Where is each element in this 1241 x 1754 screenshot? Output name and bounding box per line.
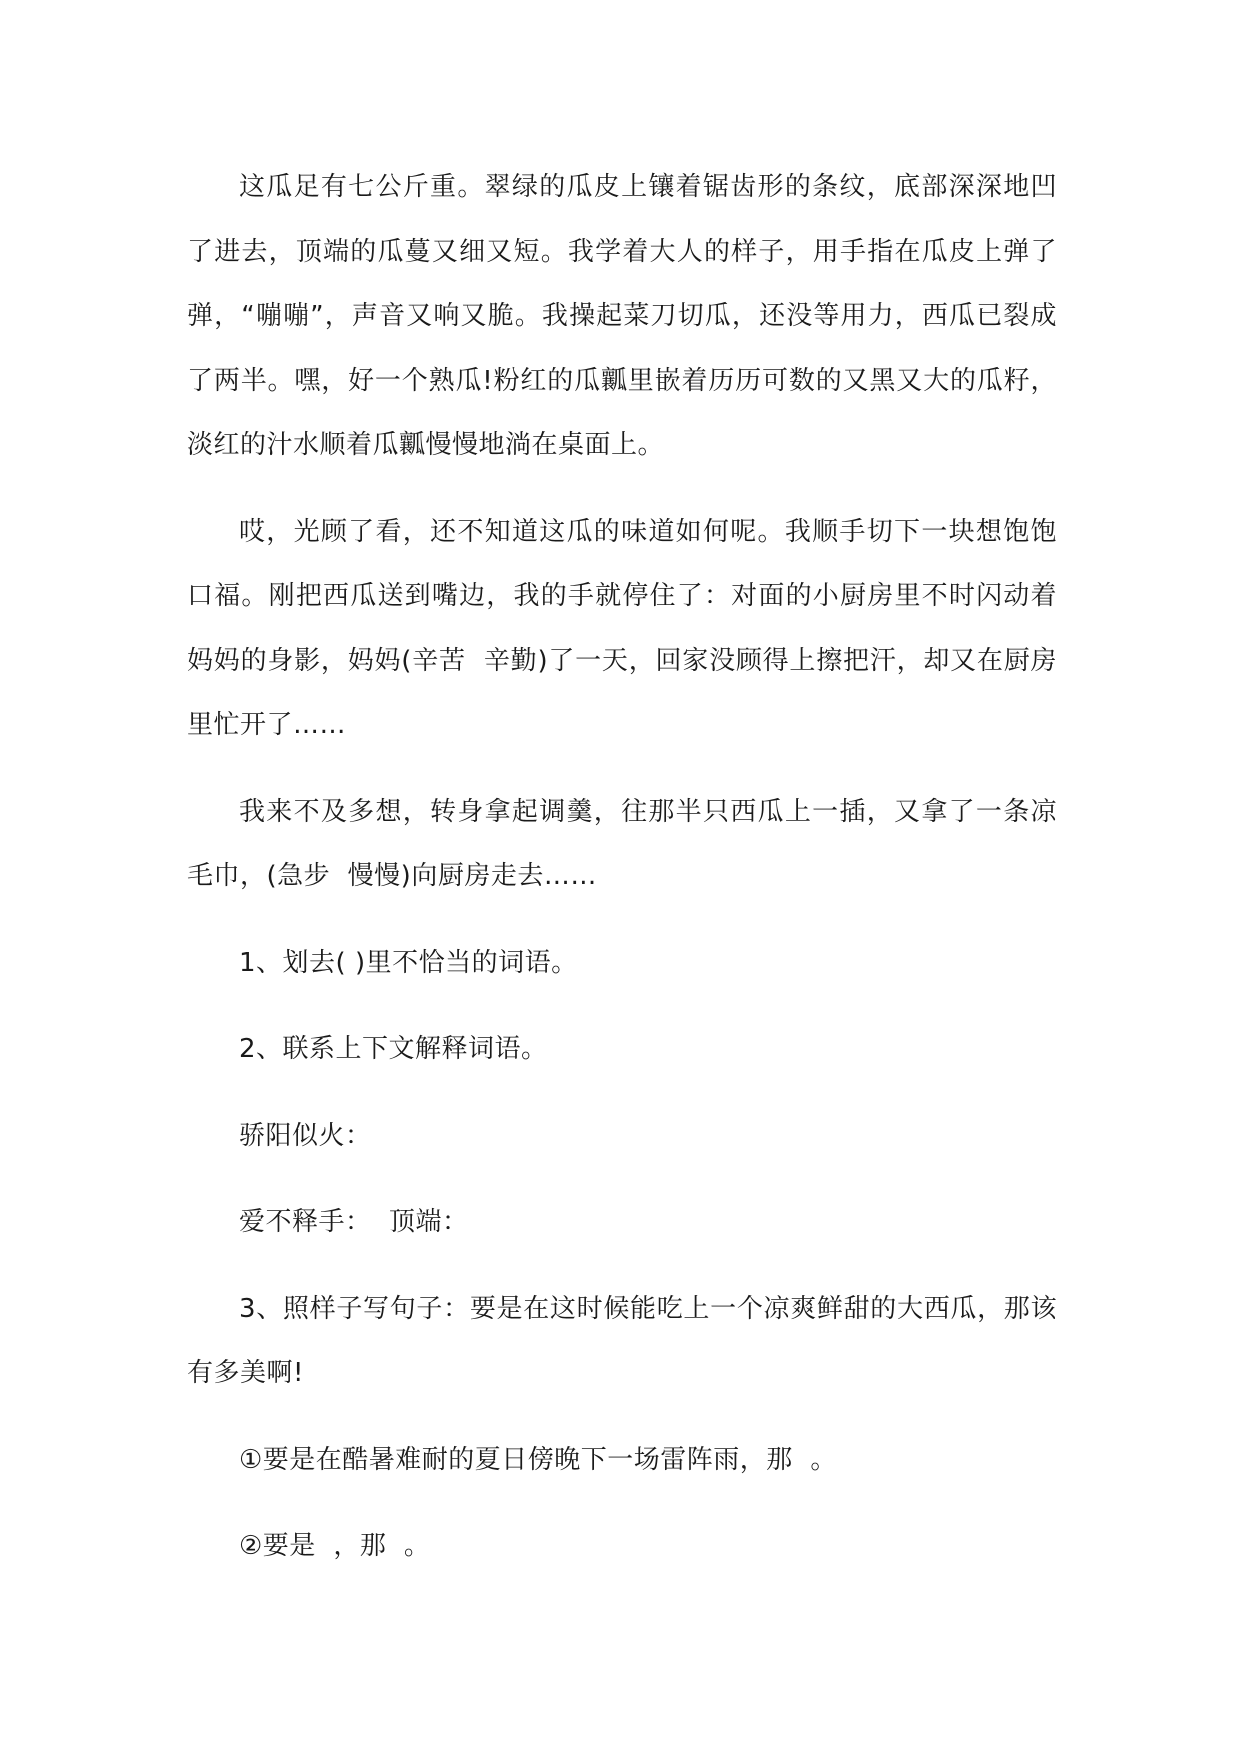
word-aibushishou-dingduan: 爱不释手： 顶端： xyxy=(239,1207,469,1237)
paragraph-towel: 我来不及多想，转身拿起调羹，往那半只西瓜上一插，又拿了一条凉毛巾，(急步 慢慢)向厨房走去…… xyxy=(187,796,1057,891)
paragraph-mother-kitchen: 哎，光顾了看，还不知道这瓜的味道如何呢。我顺手切下一块想饱饱口福。刚把西瓜送到嘴边，我的手就停住了：对面的小厨房里不时闪动着妈妈的身影，妈妈(辛苦 辛勤)了一天，回家没顾得上擦把汗，却又在厨房里忙开了…… xyxy=(187,516,1057,740)
question-3: 3、照样子写句子：要是在这时候能吃上一个凉爽鲜甜的大西瓜，那该有多美啊! xyxy=(187,1293,1057,1388)
document-page xyxy=(187,155,1057,1579)
word-jiaoyang-sihuo: 骄阳似火： xyxy=(239,1120,372,1151)
sentence-exercise-1: ①要是在酷暑难耐的夏日傍晚下一场雷阵雨，那 。 xyxy=(239,1444,837,1475)
sentence-exercise-2: ②要是 ，那 。 xyxy=(239,1531,431,1561)
paragraph-watermelon-description: 这瓜足有七公斤重。翠绿的瓜皮上镶着锯齿形的条纹，底部深深地凹了进去，顶端的瓜蔓又细又短。我学着大人的样子，用手指在瓜皮上弹了弹，“嘣嘣”，声音又响又脆。我操起菜刀切瓜，还没等用力，西瓜已裂成了两半。嘿，好一个熟瓜!粉红的瓜瓤里嵌着历历可数的又黑又大的瓜籽，淡红的汁水顺着瓜瓤慢慢地淌在桌面上。 xyxy=(187,172,1057,460)
question-2: 2、联系上下文解释词语。 xyxy=(239,1034,548,1064)
question-1: 1、划去( )里不恰当的词语。 xyxy=(239,947,578,978)
